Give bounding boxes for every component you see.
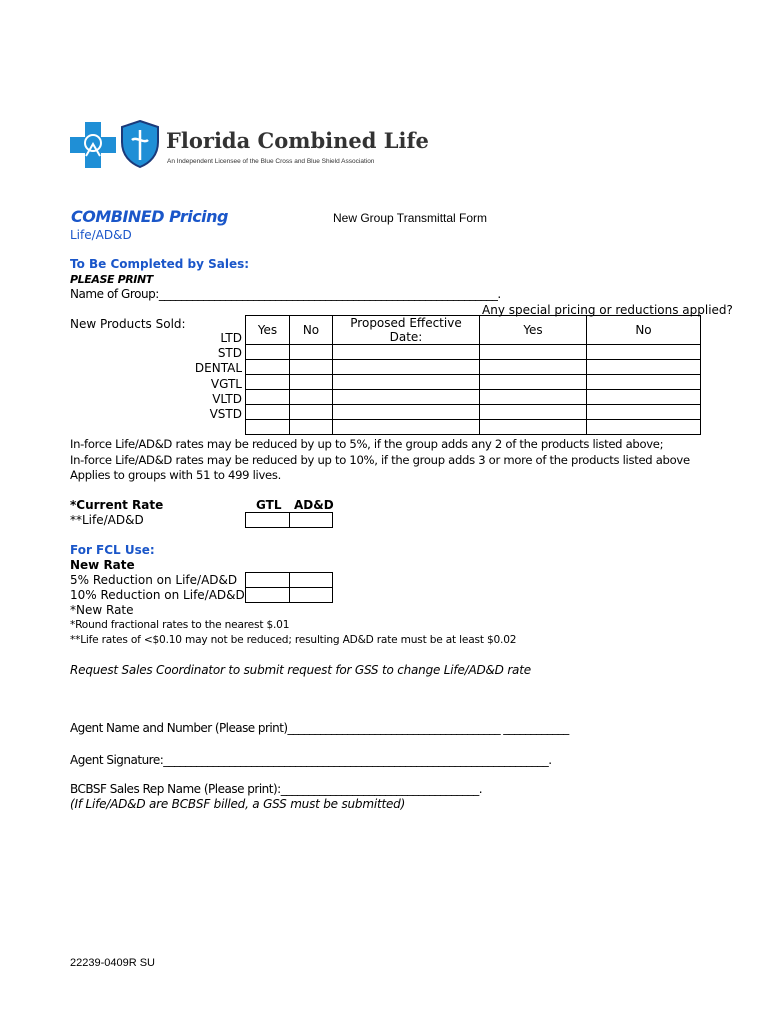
cell[interactable] [246,573,290,588]
col-header-yes: Yes [246,316,290,345]
table-row [246,513,333,528]
product-label: VLTD [212,391,242,406]
pricing-subtitle: Life/AD&D [70,228,132,242]
fcl-rate-table [245,572,333,603]
cell[interactable] [290,420,333,435]
cell[interactable] [246,345,290,360]
please-print: PLEASE PRINT [70,273,153,286]
form-number: 22239-0409R SU [70,957,156,969]
table-row [246,573,333,588]
agent-signature-field[interactable]: Agent Signature:______________________________________________________________________. [70,753,552,767]
gss-note: (If Life/AD&D are BCBSF billed, a GSS must be submitted) [70,797,406,811]
cell[interactable] [333,390,480,405]
table-row [246,360,701,375]
life-note: **Life rates of <$0.10 may not be reduced; resulting AD&D rate must be at least $0.02 [70,634,517,646]
gtl-rate-cell[interactable] [246,513,290,528]
product-label: LTD [220,331,242,345]
sales-rep-name-field[interactable]: BCBSF Sales Rep Name (Please print):____________________________________. [70,782,483,796]
reduction-10-label: 10% Reduction on Life/AD&D [70,588,245,602]
cell[interactable] [290,390,333,405]
new-rate-star-label: *New Rate [70,603,134,617]
cell[interactable] [587,360,701,375]
product-label: VGTL [210,376,242,391]
current-rate-label: *Current Rate [70,498,164,512]
cell[interactable] [480,345,587,360]
reduction-5-label: 5% Reduction on Life/AD&D [70,573,238,587]
table-row [246,375,701,390]
cell[interactable] [333,405,480,420]
col-header-add: AD&D [294,498,334,512]
cell[interactable] [333,360,480,375]
special-pricing-label: Any special pricing or reductions applied? [482,303,733,317]
product-label: VSTD [209,407,242,422]
cell[interactable] [290,375,333,390]
fcl-heading: For FCL Use: [70,543,155,557]
new-rate-heading: New Rate [70,558,135,572]
col-header-special-yes: Yes [480,316,587,345]
col-header-effective-date: Proposed Effective Date: [333,316,480,345]
cell[interactable] [246,420,290,435]
cell[interactable] [480,390,587,405]
note-line-3: Applies to groups with 51 to 499 lives. [70,468,281,482]
brand-tagline: An Independent Licensee of the Blue Cross and Blue Shield Association [167,158,375,165]
sales-heading: To Be Completed by Sales: [70,257,250,271]
cell[interactable] [333,375,480,390]
add-rate-cell[interactable] [290,513,333,528]
table-row [246,420,701,435]
cell[interactable] [480,375,587,390]
cell[interactable] [587,390,701,405]
cell[interactable] [290,360,333,375]
cell[interactable] [587,375,701,390]
blue-cross-icon [70,122,116,168]
current-rate-sublabel: **Life/AD&D [70,513,144,527]
cell[interactable] [290,588,333,603]
cell[interactable] [333,420,480,435]
group-name-field[interactable]: Name of Group:_____________________________________________________________. [70,287,501,301]
table-row [246,345,701,360]
request-note: Request Sales Coordinator to submit request for GSS to change Life/AD&D rate [70,663,531,677]
cell[interactable] [246,588,290,603]
logo [70,118,440,174]
current-rate-table [245,512,333,528]
agent-name-field[interactable]: Agent Name and Number (Please print)_______________________________________ ____________ [70,721,569,735]
table-header-row [246,316,701,345]
pricing-title: COMBINED Pricing [71,207,229,226]
cell[interactable] [480,420,587,435]
table-row [246,588,333,603]
cell[interactable] [290,345,333,360]
col-header-gtl: GTL [256,498,282,512]
col-header-no: No [290,316,333,345]
product-label: STD [217,346,242,361]
cell[interactable] [587,405,701,420]
cell[interactable] [333,345,480,360]
cell[interactable] [290,573,333,588]
cell[interactable] [480,405,587,420]
cell[interactable] [587,345,701,360]
table-row [246,405,701,420]
products-table [245,315,701,435]
blue-shield-icon [120,120,160,168]
cell[interactable] [246,405,290,420]
brand-name: Florida Combined Life [166,128,429,153]
cell[interactable] [480,360,587,375]
form-title: New Group Transmittal Form [333,211,488,225]
col-header-special-no: No [587,316,701,345]
cell[interactable] [246,375,290,390]
round-note: *Round fractional rates to the nearest $.01 [70,619,290,631]
cell[interactable] [587,420,701,435]
product-labels [180,331,242,422]
note-line-1: In-force Life/AD&D rates may be reduced by up to 5%, if the group adds any 2 of the products listed above; [70,437,664,451]
cell[interactable] [246,360,290,375]
product-label: DENTAL [194,361,242,376]
cell[interactable] [246,390,290,405]
note-line-2: In-force Life/AD&D rates may be reduced by up to 10%, if the group adds 3 or more of the products listed above [70,453,690,467]
cell[interactable] [290,405,333,420]
products-label: New Products Sold: [70,317,186,331]
table-row [246,390,701,405]
